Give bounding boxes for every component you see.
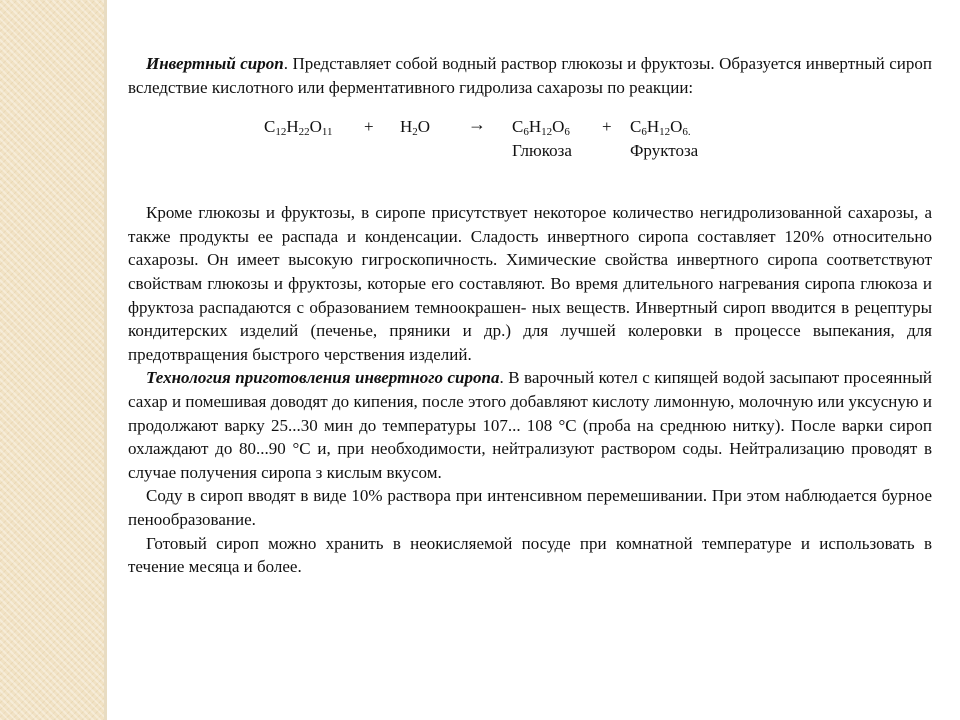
fructose-label: Фруктоза bbox=[630, 141, 699, 161]
reaction-equation bbox=[128, 115, 932, 185]
glucose-label: Глюкоза bbox=[512, 141, 572, 161]
plus-sign: + bbox=[602, 117, 612, 137]
water-formula: $H_2O$ bbox=[400, 117, 431, 139]
glucose-formula: $C_6H_{12}O_6$ bbox=[512, 117, 570, 139]
reaction-arrow: → bbox=[468, 114, 486, 135]
technology-paragraph bbox=[128, 366, 932, 484]
fructose-formula: $C_6H_{12}O_{6.}$ bbox=[630, 117, 691, 139]
storage-paragraph: Готовый сироп можно хранить в неокисляемой посуде при комнатной температуре и использовать в течение месяца и более. bbox=[128, 533, 932, 577]
intro-text: . Представляет собой водный раствор глюкозы и фруктозы. Образуется инвертный сироп вследствие кислотного или ферментативного гидролиза сахарозы по реакции: bbox=[128, 54, 932, 97]
soda-paragraph: Соду в сироп вводят в виде 10% раствора при интенсивном перемешивании. При этом наблюдается бурное пенообразование. bbox=[128, 486, 932, 529]
sucrose-formula: $C_{12}H_{22}O_{11}$ bbox=[264, 117, 333, 139]
technology-text: . В варочный котел с кипящей водой засыпают просеянный сахар и помешивая доводят до кипения, после этого добавляют кислоту лимонную, молочную или уксусную и продолжают варку 25...30 мин до температуры 107... 108 °С (проба на среднюю нитку). После варки сироп охлаждают до 80...90 °С и, при необходимости, нейтрализуют раствором соды. Нейтрализацию проводят в случае получения сиропа з кислым вкусом. bbox=[128, 368, 932, 482]
technology-term: Технология приготовления инвертного сиропа bbox=[146, 368, 500, 388]
plus-sign: + bbox=[364, 117, 374, 137]
intro-paragraph bbox=[128, 52, 932, 99]
decorative-side-strip bbox=[0, 0, 104, 720]
intro-term: Инвертный сироп bbox=[146, 54, 284, 73]
side-strip-edge bbox=[104, 0, 107, 720]
document-body bbox=[128, 52, 932, 579]
properties-paragraph: Кроме глюкозы и фруктозы, в сиропе присутствует некоторое количество негидролизованной сахарозы, а также продукты ее распада и конденсации. Сладость инвертного сиропа составляет 120% относительно сахарозы. Он имеет высокую гигроскопичность. Химические свойства инвертного сиропа соответствуют свойствам глюкозы и фруктозы, которые его составляют. Во время длительного нагревания сиропа глюкоза и фруктоза распадаются с образованием темноокрашен- ных веществ. Инвертный сироп вводится в рецептуры кондитерских изделий (печенье, пряники и др.) для лучшей колеровки в процессе выпекания, для предотвращения быстрого черствения изделий. bbox=[128, 203, 932, 364]
